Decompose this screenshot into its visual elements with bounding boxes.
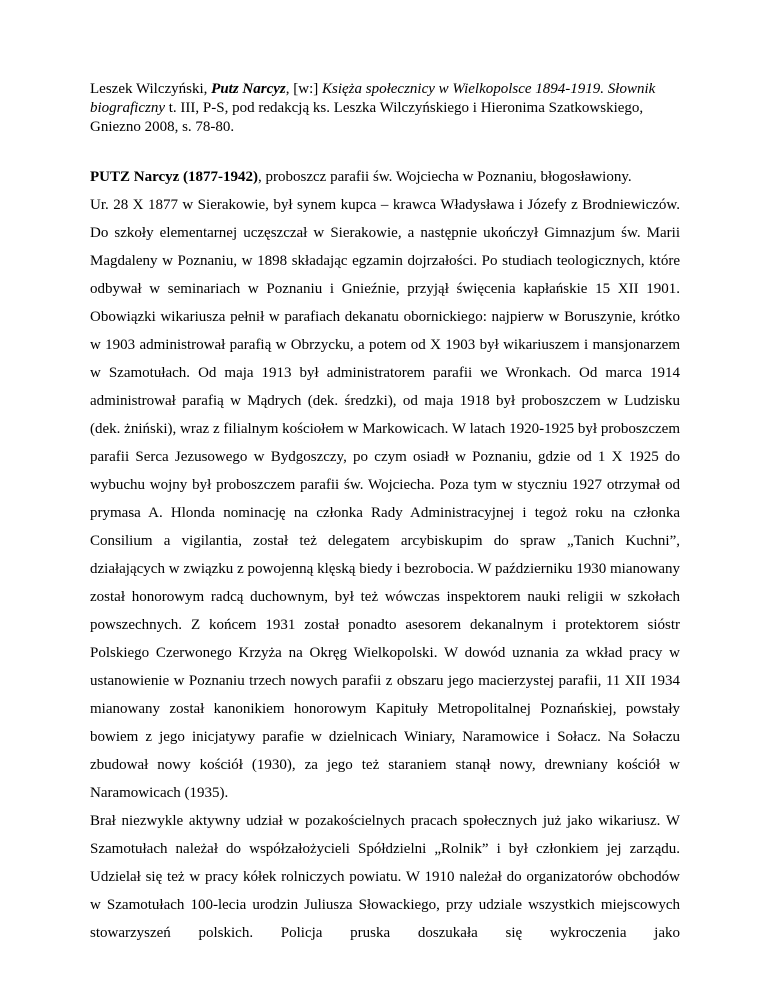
citation-entry-title: Putz Narcyz <box>211 81 286 97</box>
citation-separator: , [w:] <box>285 81 323 97</box>
citation-book-title: Księża społecznicy w Wielkopolsce 1894-1919. Słownik biograficzny <box>90 81 656 116</box>
bibliographic-citation <box>90 80 680 137</box>
biography-entry <box>90 163 680 947</box>
entry-paragraph-2: Brał niezwykle aktywny udział w pozakościelnych pracach społecznych już jako wikariusz. W Szamotułach należał do współzałożycieli Spółdzielni „Rolnik” i był członkiem jej zarządu. Udzielał się też w pracy kółek rolniczych powiatu. W 1910 należał do organizatorów obchodów w Szamotułach 100-lecia urodzin Juliusza Słowackiego, przy udziale wszystkich miejscowych stowarzyszeń polskich. Policja pruska doszukała się wykroczenia jako <box>90 813 680 941</box>
citation-details: t. III, P-S, pod redakcją ks. Leszka Wilczyńskiego i Hieronima Szatkowskiego, Gniezno 2008, s. 78-80. <box>90 100 644 135</box>
entry-paragraph-1: Ur. 28 X 1877 w Sierakowie, był synem kupca – krawca Władysława i Józefy z Brodniewiczów. Do szkoły elementarnej uczęszczał w Sierakowie, a następnie ukończył Gimnazjum św. Marii Magdaleny w Poznaniu, w 1898 składając egzamin dojrzałości. Po studiach teologicznych, które odbywał w seminariach w Poznaniu i Gnieźnie, przyjął święcenia kapłańskie 15 XII 1901. Obowiązki wikariusza pełnił w parafiach dekanatu obornickiego: najpierw w Boruszynie, krótko w 1903 administrował parafią w Obrzycku, a potem od X 1903 był wikariuszem i mansjonarzem w Szamotułach. Od maja 1913 był administratorem parafii we Wronkach. Od marca 1914 administrował parafią w Mądrych (dek. średzki), od maja 1918 był proboszczem w Ludzisku (dek. żniński), wraz z filialnym kościołem w Markowicach. W latach 1920-1925 był proboszczem parafii Serca Jezusowego w Bydgoszczy, po czym osiadł w Poznaniu, gdzie od 1 X 1925 do wybuchu wojny był proboszczem parafii św. Wojciecha. Poza tym w styczniu 1927 otrzymał od prymasa A. Hlonda nominację na członka Rady Administracyjnej i tegoż roku na członka Consilium a vigilantia, został też delegatem arcybiskupim do spraw „Tanich Kuchni”, działających w związku z powojenną klęską biedy i bezrobocia. W październiku 1930 mianowany został honorowym radcą duchownym, był też wówczas inspektorem nauki religii w szkołach powszechnych. Z końcem 1931 został ponadto asesorem dekanalnym i protektorem sióstr Polskiego Czerwonego Krzyża na Okręg Wielkopolski. W dowód uznania za wkład pracy w ustanowienie w Poznaniu trzech nowych parafii z obszaru jego macierzystej parafii, 11 XII 1934 mianowany został kanonikiem honorowym Kapituły Metropolitalnej Poznańskiej, powstały bowiem z jego inicjatywy parafie w dzielnicach Winiary, Naramowice i Sołacz. Na Sołaczu zbudował nowy kościół (1930), za jego też staraniem stanął nowy, drewniany kościół w Naramowicach (1935). <box>90 197 680 801</box>
citation-block <box>90 80 680 137</box>
entry-heading: PUTZ Narcyz (1877-1942) <box>90 169 259 185</box>
citation-author: Leszek Wilczyński, <box>90 81 212 97</box>
entry-heading-line <box>90 163 680 191</box>
entry-heading-rest: , proboszcz parafii św. Wojciecha w Poznaniu, błogosławiony. <box>258 169 632 185</box>
